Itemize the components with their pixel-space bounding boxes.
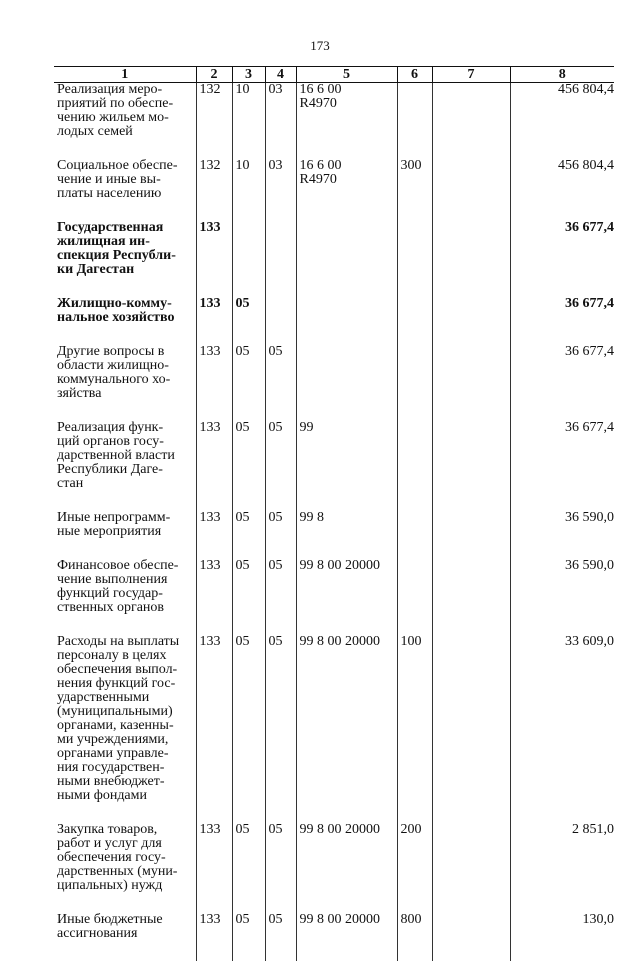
- cell-amount: 36 677,4: [510, 297, 614, 345]
- table-row: [54, 83, 614, 160]
- column-header-8: 8: [510, 67, 614, 83]
- row-name-line: Реализация функ-: [57, 421, 192, 435]
- budget-table: [54, 66, 614, 961]
- cell-section-code: 05: [232, 297, 265, 345]
- table-row: [54, 421, 614, 511]
- row-name-line: Жилищно-комму-: [57, 297, 192, 311]
- row-name-line: ными фондами: [57, 789, 192, 803]
- row-name-line: ципальных) нужд: [57, 879, 192, 893]
- column-header-5: 5: [296, 67, 397, 83]
- cell-ministry-code: 133: [196, 345, 232, 421]
- cell-target-article-line: 99: [300, 421, 393, 435]
- cell-ministry-code: 133: [196, 221, 232, 297]
- cell-column-7: [432, 913, 510, 961]
- row-name: [54, 297, 196, 345]
- row-name-line: Реализация меро-: [57, 83, 192, 97]
- cell-expense-type: 200: [397, 823, 432, 913]
- table-row: [54, 635, 614, 823]
- column-header-1: 1: [54, 67, 196, 83]
- row-name-line: Иные бюджетные: [57, 913, 192, 927]
- cell-expense-type: [397, 345, 432, 421]
- cell-column-7: [432, 823, 510, 913]
- table-body: [54, 83, 614, 961]
- cell-target-article: [296, 159, 397, 221]
- row-name-line: ций органов госу-: [57, 435, 192, 449]
- cell-expense-type: [397, 511, 432, 559]
- row-name-line: ные мероприятия: [57, 525, 192, 539]
- row-name-line: чению жильем мо-: [57, 111, 192, 125]
- row-name-line: ки Дагестан: [57, 263, 192, 277]
- column-header-7: 7: [432, 67, 510, 83]
- cell-subsection-code: 05: [265, 559, 296, 635]
- cell-target-article-line: R4970: [300, 97, 393, 111]
- cell-subsection-code: 05: [265, 421, 296, 511]
- row-name-line: ударственными: [57, 691, 192, 705]
- cell-target-article: [296, 635, 397, 823]
- cell-expense-type: 300: [397, 159, 432, 221]
- cell-subsection-code: [265, 221, 296, 297]
- cell-section-code: 05: [232, 913, 265, 961]
- cell-section-code: 05: [232, 421, 265, 511]
- cell-ministry-code: 132: [196, 159, 232, 221]
- row-name-line: Иные непрограмм-: [57, 511, 192, 525]
- cell-column-7: [432, 221, 510, 297]
- row-name-line: органами, казенны-: [57, 719, 192, 733]
- cell-amount: 2 851,0: [510, 823, 614, 913]
- cell-expense-type: [397, 559, 432, 635]
- cell-ministry-code: 133: [196, 823, 232, 913]
- cell-amount: 36 677,4: [510, 421, 614, 511]
- table-row: [54, 559, 614, 635]
- cell-target-article: [296, 823, 397, 913]
- cell-amount: 456 804,4: [510, 159, 614, 221]
- row-name-line: Другие вопросы в: [57, 345, 192, 359]
- row-name-line: нения функций гос-: [57, 677, 192, 691]
- column-header-4: 4: [265, 67, 296, 83]
- cell-subsection-code: 05: [265, 823, 296, 913]
- cell-target-article-line: 16 6 00: [300, 83, 393, 97]
- cell-target-article-line: 99 8 00 20000: [300, 823, 393, 837]
- row-name-line: приятий по обеспе-: [57, 97, 192, 111]
- column-header-6: 6: [397, 67, 432, 83]
- row-name-line: области жилищно-: [57, 359, 192, 373]
- row-name-line: Государственная: [57, 221, 192, 235]
- row-name-line: жилищная ин-: [57, 235, 192, 249]
- table-row: [54, 221, 614, 297]
- cell-amount: 130,0: [510, 913, 614, 961]
- table-row: [54, 159, 614, 221]
- cell-ministry-code: 133: [196, 421, 232, 511]
- cell-section-code: 05: [232, 559, 265, 635]
- row-name: [54, 159, 196, 221]
- cell-column-7: [432, 159, 510, 221]
- cell-target-article: [296, 221, 397, 297]
- row-name-line: дарственной власти: [57, 449, 192, 463]
- table-row: [54, 511, 614, 559]
- cell-subsection-code: 05: [265, 345, 296, 421]
- row-name-line: стан: [57, 477, 192, 491]
- cell-section-code: 10: [232, 83, 265, 160]
- cell-column-7: [432, 635, 510, 823]
- cell-subsection-code: 05: [265, 913, 296, 961]
- row-name-line: (муниципальными): [57, 705, 192, 719]
- cell-ministry-code: 133: [196, 511, 232, 559]
- cell-target-article: [296, 345, 397, 421]
- cell-column-7: [432, 511, 510, 559]
- row-name-line: чение выполнения: [57, 573, 192, 587]
- cell-ministry-code: 133: [196, 297, 232, 345]
- cell-subsection-code: 03: [265, 83, 296, 160]
- column-header-2: 2: [196, 67, 232, 83]
- cell-target-article: [296, 83, 397, 160]
- row-name-line: зяйства: [57, 387, 192, 401]
- row-name: [54, 221, 196, 297]
- table-row: [54, 297, 614, 345]
- cell-amount: 36 590,0: [510, 559, 614, 635]
- cell-expense-type: 800: [397, 913, 432, 961]
- cell-target-article: [296, 421, 397, 511]
- row-name-line: коммунального хо-: [57, 373, 192, 387]
- row-name-line: ми учреждениями,: [57, 733, 192, 747]
- cell-section-code: 10: [232, 159, 265, 221]
- row-name-line: обеспечения госу-: [57, 851, 192, 865]
- row-name-line: чение и иные вы-: [57, 173, 192, 187]
- cell-expense-type: [397, 221, 432, 297]
- cell-section-code: 05: [232, 345, 265, 421]
- cell-ministry-code: 132: [196, 83, 232, 160]
- row-name-line: ния государствен-: [57, 761, 192, 775]
- row-name: [54, 559, 196, 635]
- cell-subsection-code: 03: [265, 159, 296, 221]
- cell-target-article-line: 99 8: [300, 511, 393, 525]
- cell-subsection-code: [265, 297, 296, 345]
- page-number: 173: [0, 38, 640, 54]
- cell-section-code: 05: [232, 635, 265, 823]
- cell-expense-type: [397, 83, 432, 160]
- cell-section-code: [232, 221, 265, 297]
- cell-ministry-code: 133: [196, 559, 232, 635]
- row-name: [54, 913, 196, 961]
- cell-subsection-code: 05: [265, 511, 296, 559]
- cell-subsection-code: 05: [265, 635, 296, 823]
- row-name: [54, 511, 196, 559]
- cell-amount: 36 590,0: [510, 511, 614, 559]
- cell-ministry-code: 133: [196, 913, 232, 961]
- table-header: [54, 67, 614, 83]
- cell-expense-type: 100: [397, 635, 432, 823]
- header-row: [54, 67, 614, 83]
- row-name-line: органами управле-: [57, 747, 192, 761]
- cell-target-article: [296, 511, 397, 559]
- row-name-line: ными внебюджет-: [57, 775, 192, 789]
- row-name-line: лодых семей: [57, 125, 192, 139]
- row-name-line: обеспечения выпол-: [57, 663, 192, 677]
- table-row: [54, 345, 614, 421]
- cell-amount: 36 677,4: [510, 221, 614, 297]
- row-name-line: Республики Даге-: [57, 463, 192, 477]
- cell-target-article-line: R4970: [300, 173, 393, 187]
- cell-expense-type: [397, 421, 432, 511]
- row-name-line: нальное хозяйство: [57, 311, 192, 325]
- row-name-line: спекция Республи-: [57, 249, 192, 263]
- cell-amount: 456 804,4: [510, 83, 614, 160]
- table-row: [54, 913, 614, 961]
- row-name-line: ассигнования: [57, 927, 192, 941]
- cell-target-article-line: 99 8 00 20000: [300, 559, 393, 573]
- table-row: [54, 823, 614, 913]
- row-name-line: ственных органов: [57, 601, 192, 615]
- cell-column-7: [432, 297, 510, 345]
- row-name: [54, 421, 196, 511]
- row-name-line: дарственных (муни-: [57, 865, 192, 879]
- cell-amount: 33 609,0: [510, 635, 614, 823]
- row-name: [54, 345, 196, 421]
- cell-column-7: [432, 83, 510, 160]
- row-name-line: Социальное обеспе-: [57, 159, 192, 173]
- row-name: [54, 83, 196, 160]
- row-name-line: работ и услуг для: [57, 837, 192, 851]
- row-name-line: Расходы на выплаты: [57, 635, 192, 649]
- column-header-3: 3: [232, 67, 265, 83]
- cell-column-7: [432, 345, 510, 421]
- cell-ministry-code: 133: [196, 635, 232, 823]
- cell-target-article-line: 99 8 00 20000: [300, 635, 393, 649]
- row-name: [54, 823, 196, 913]
- row-name-line: Закупка товаров,: [57, 823, 192, 837]
- row-name-line: функций государ-: [57, 587, 192, 601]
- row-name: [54, 635, 196, 823]
- cell-column-7: [432, 559, 510, 635]
- cell-amount: 36 677,4: [510, 345, 614, 421]
- row-name-line: Финансовое обеспе-: [57, 559, 192, 573]
- cell-target-article: [296, 297, 397, 345]
- cell-target-article: [296, 559, 397, 635]
- cell-target-article-line: 99 8 00 20000: [300, 913, 393, 927]
- cell-target-article-line: 16 6 00: [300, 159, 393, 173]
- cell-column-7: [432, 421, 510, 511]
- row-name-line: платы населению: [57, 187, 192, 201]
- cell-section-code: 05: [232, 511, 265, 559]
- cell-section-code: 05: [232, 823, 265, 913]
- cell-target-article: [296, 913, 397, 961]
- row-name-line: персоналу в целях: [57, 649, 192, 663]
- cell-expense-type: [397, 297, 432, 345]
